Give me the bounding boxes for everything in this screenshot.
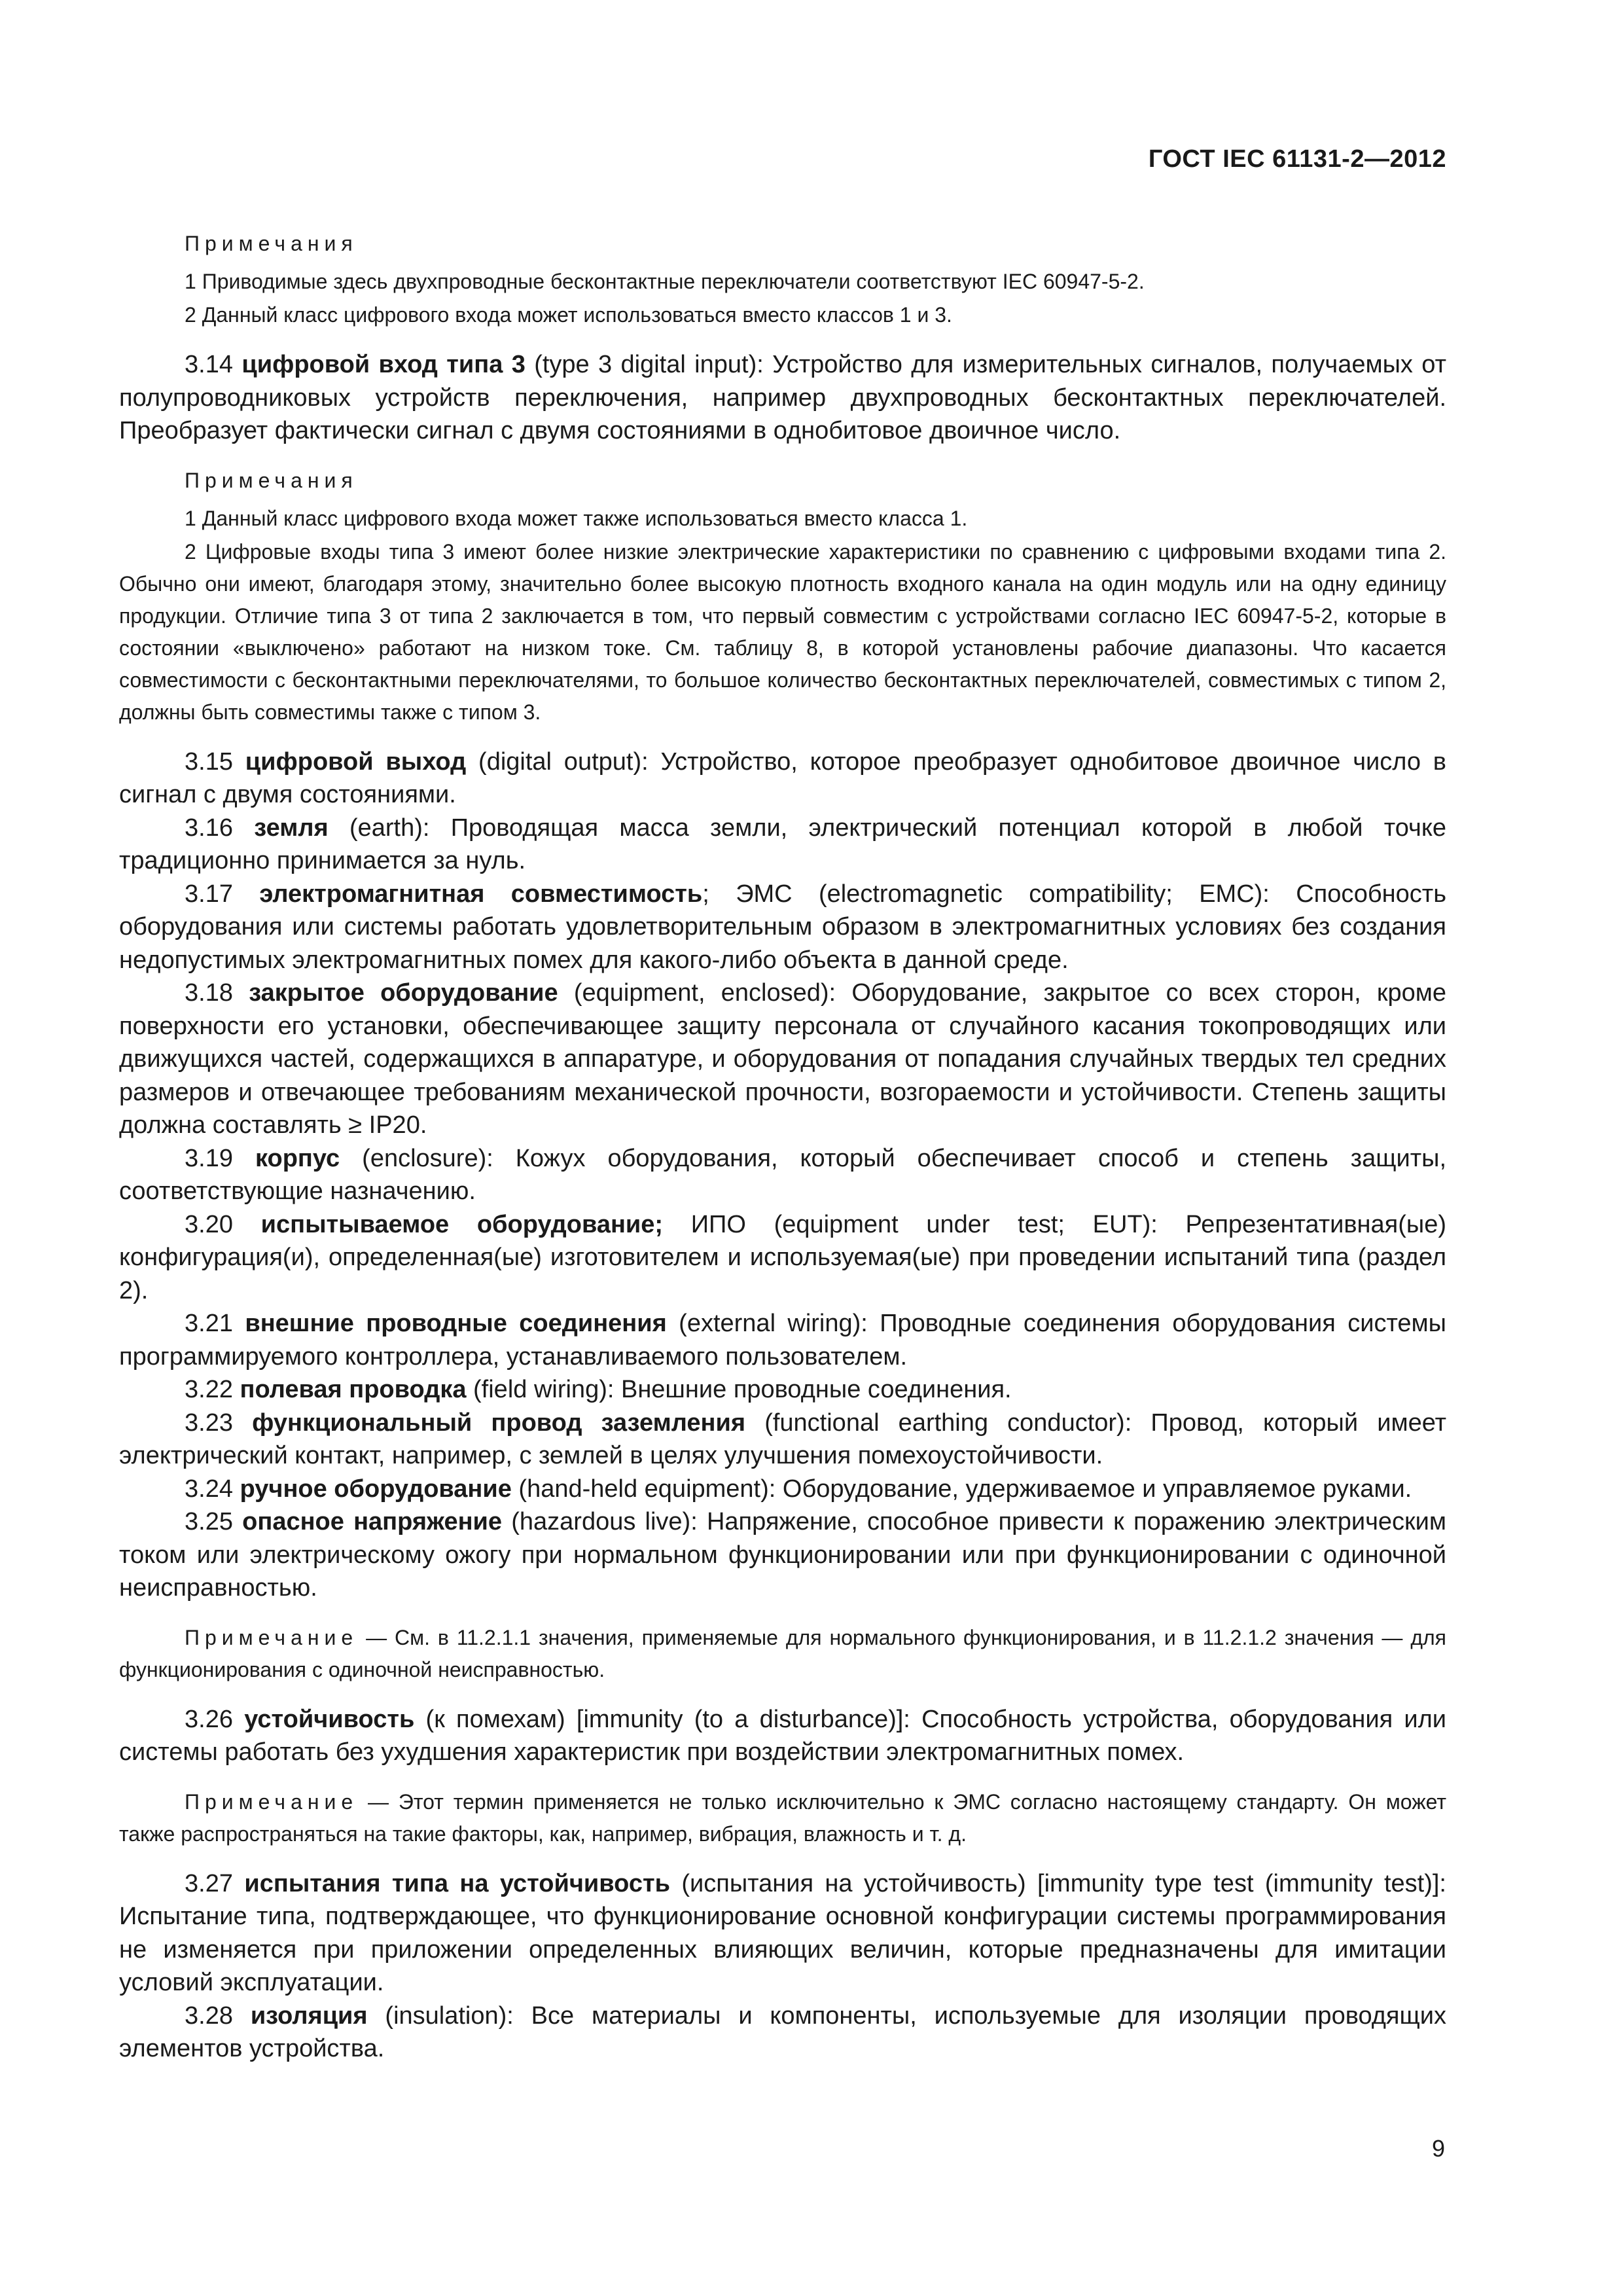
term-text: (к помехам) [immunity (to a disturbance)]: Способность устройства, оборудования или системы работать без ухудшения характеристик при воздействии электромагнитных помех. (119, 1705, 1446, 1766)
term-number: 3.28 (185, 2001, 233, 2030)
document-header-id: ГОСТ IEC 61131-2—2012 (1148, 145, 1446, 173)
term-text: (functional earthing conductor): Провод, который имеет электрический контакт, например, с землей в целях улучшения помехоустойчивости. (119, 1408, 1447, 1469)
term-definition (119, 1142, 1446, 1208)
page-number: 9 (1431, 2135, 1445, 2162)
term-definition (119, 1473, 1446, 1506)
term-number: 3.25 (185, 1508, 233, 1535)
note-item: 1 Приводимые здесь двухпроводные бесконтактные переключатели соответствуют IEC 60947-5-2. (185, 270, 1145, 293)
term-text: (field wiring): Внешние проводные соединения. (466, 1376, 1012, 1403)
term-name: испытываемое оборудование; (260, 1210, 664, 1238)
term-definition (119, 1407, 1446, 1473)
term-number: 3.15 (185, 747, 233, 776)
term-text: (external wiring): Проводные соединения оборудования системы программируемого контроллера, устанавливаемого пользователем. (119, 1310, 1446, 1371)
inline-note (119, 1622, 1446, 1686)
term-number: 3.16 (185, 814, 233, 842)
term-text: (insulation): Все материалы и компоненты, используемые для изоляции проводящих элементов устройства. (119, 2001, 1447, 2062)
term-definition (119, 745, 1446, 812)
term-name: электромагнитная совместимость (259, 880, 703, 908)
term-number: 3.17 (185, 880, 233, 908)
term-name: цифровой выход (245, 747, 467, 776)
term-number: 3.18 (185, 979, 233, 1007)
term-definition (119, 1208, 1446, 1308)
note-text: — См. в 11.2.1.1 значения, применяемые для нормального функционирования, и в 11.2.1.2 значения — для функционирования с одиночной неисправностью. (119, 1625, 1446, 1681)
term-text: (equipment, enclosed): Оборудование, закрытое со всех сторон, кроме поверхности его установки, обеспечивающее защиту персонала от случайного касания токопроводящих или движущихся частей, содержащихся в аппаратуре, и оборудования от попадания случайных твердых тел средних размеров и отвечающее требованиям механической прочности, возгораемости и устойчивости. Степень защиты должна составлять ≥ IP20. (119, 979, 1446, 1139)
term-definition (119, 1703, 1446, 1769)
term-number: 3.19 (185, 1144, 233, 1172)
term-name: внешние проводные соединения (245, 1310, 667, 1337)
notes-heading: Примечания (185, 232, 358, 255)
note-item: 1 Данный класс цифрового входа может также использоваться вместо класса 1. (185, 506, 968, 530)
term-text: (испытания на устойчивость) [immunity type test (immunity test)]: Испытание типа, подтверждающее, что функционирование основной конфигурации системы программирования не изменяется при приложении определенных влияющих величин, которые предназначены для имитации условий эксплуатации. (119, 1869, 1446, 1996)
term-name: изоляция (250, 2001, 368, 2030)
term-text: (enclosure): Кожух оборудования, который обеспечивает способ и степень защиты, соответствующие назначению. (119, 1144, 1446, 1205)
term-definition (119, 878, 1446, 977)
term-text: ; ЭМС (electromagnetic compatibility; EMC): Способность оборудования или системы работать удовлетворительным образом в электромагнитных условиях без создания недопустимых электромагнитных помех для какого-либо объекта в данной среде. (119, 880, 1446, 974)
term-definition (119, 348, 1446, 448)
term-text: (type 3 digital input): Устройство для измерительных сигналов, получаемых от полупроводниковых устройств переключения, например двухпроводных бесконтактных переключателей. Преобразует фактически сигнал с двумя состояниями в однобитовое двоичное число. (119, 351, 1446, 444)
term-name: ручное оборудование (240, 1475, 512, 1503)
term-name: корпус (255, 1144, 340, 1172)
term-name: цифровой вход типа 3 (241, 351, 526, 378)
term-name: функциональный провод заземления (252, 1408, 746, 1437)
term-definition (119, 1307, 1446, 1373)
note-label: Примечание (185, 1789, 359, 1814)
term-number: 3.27 (185, 1869, 233, 1897)
term-name: полевая проводка (240, 1376, 467, 1403)
term-number: 3.24 (185, 1475, 233, 1503)
term-text: (digital output): Устройство, которое преобразует однобитовое двоичное число в сигнал с двумя состояниями. (119, 747, 1446, 808)
term-number: 3.21 (185, 1310, 233, 1337)
term-number: 3.26 (185, 1705, 233, 1733)
term-definition (119, 977, 1446, 1142)
term-definition (119, 1505, 1446, 1605)
term-number: 3.20 (185, 1210, 233, 1238)
term-name: опасное напряжение (242, 1508, 503, 1535)
note-item: 2 Цифровые входы типа 3 имеют более низкие электрические характеристики по сравнению с цифровыми входами типа 2. Обычно они имеют, благодаря этому, значительно более высокую плотность входного канала на один модуль или на одну единицу продукции. Отличие типа 3 от типа 2 заключается в том, что первый совместим с устройствами согласно IEC 60947-5-2, которые в состоянии «выключено» работают на низком токе. См. таблицу 8, в которой установлены рабочие диапазоны. Что касается совместимости с бесконтактными переключателями, то большое количество бесконтактных переключателей, совместимых с типом 2, должны быть совместимы также с типом 3. (119, 539, 1446, 724)
term-text: ИПО (equipment under test; EUT): Репрезентативная(ые) конфигурация(и), определенная(ые) изготовителем и используемая(ые) при проведении испытаний типа (раздел 2). (119, 1210, 1446, 1304)
term-text: (hand-held equipment): Оборудование, удерживаемое и управляемое руками. (511, 1475, 1412, 1503)
note-label: Примечание (185, 1625, 359, 1649)
term-definition (119, 812, 1446, 878)
term-definition (119, 2000, 1446, 2066)
term-definition (119, 1867, 1446, 2000)
term-number: 3.23 (185, 1408, 233, 1437)
term-name: земля (254, 814, 329, 842)
term-number: 3.22 (185, 1376, 233, 1403)
term-text: (hazardous live): Напряжение, способное привести к поражению электрическим током или электрическому ожогу при нормальном функционировании или при функционировании с одиночной неисправностью. (119, 1508, 1447, 1602)
term-definition (119, 1373, 1446, 1407)
note-text: — Этот термин применяется не только исключительно к ЭМС согласно настоящему стандарту. Он может также распространяться на такие факторы, как, например, вибрация, влажность и т. д. (119, 1789, 1446, 1846)
term-number: 3.14 (185, 351, 233, 378)
inline-note (119, 1786, 1446, 1850)
notes-heading: Примечания (185, 468, 358, 492)
term-name: испытания типа на устойчивость (244, 1869, 670, 1897)
term-name: закрытое оборудование (249, 979, 558, 1007)
term-text: (earth): Проводящая масса земли, электрический потенциал которой в любой точке традиционно принимается за нуль. (119, 814, 1447, 874)
note-item: 2 Данный класс цифрового входа может использоваться вместо классов 1 и 3. (185, 303, 952, 327)
page-content (119, 221, 1446, 2066)
term-name: устойчивость (244, 1705, 415, 1733)
